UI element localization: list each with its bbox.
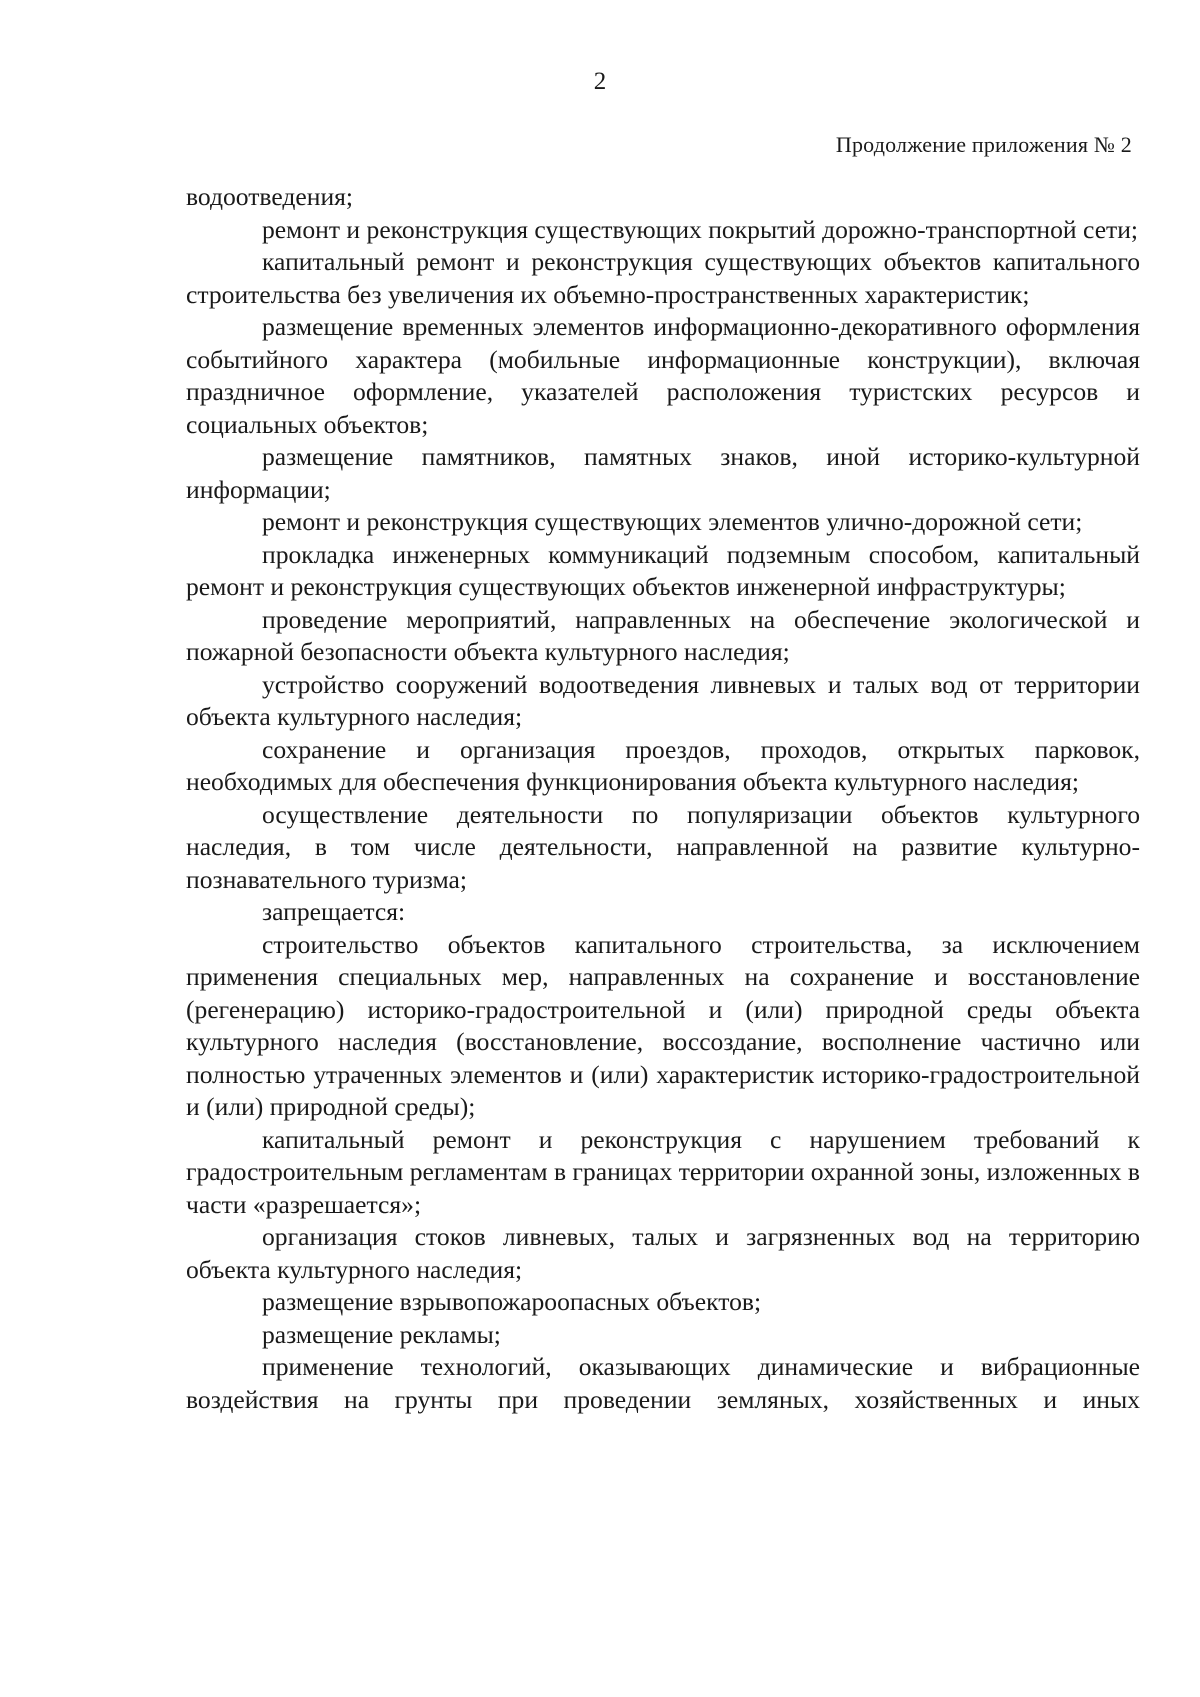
paragraph: осуществление деятельности по популяризации объектов культурного наследия, в том числе деятельности, направленной на развитие культурно-познавательного туризма;	[186, 799, 1140, 894]
appendix-header: Продолжение приложения № 2	[835, 132, 1132, 157]
section-heading: запрещается:	[262, 897, 406, 926]
paragraph: капитальный ремонт и реконструкция существующих объектов капитального строительства без увеличения их объемно-пространственных характеристик;	[186, 247, 1140, 309]
paragraph: организация стоков ливневых, талых и загрязненных вод на территорию объекта культурного наследия;	[186, 1222, 1140, 1284]
paragraph: ремонт и реконструкция существующих элементов улично-дорожной сети;	[262, 507, 1083, 536]
paragraph: размещение взрывопожароопасных объектов;	[262, 1287, 762, 1316]
paragraph: сохранение и организация проездов, проходов, открытых парковок, необходимых для обеспечения функционирования объекта культурного наследия;	[186, 734, 1140, 796]
paragraph: применение технологий, оказывающих динамические и вибрационные воздействия на грунты при проведении земляных, хозяйственных и иных	[186, 1352, 1140, 1414]
paragraph: устройство сооружений водоотведения ливневых и талых вод от территории объекта культурного наследия;	[186, 669, 1140, 731]
paragraph: ремонт и реконструкция существующих покрытий дорожно-транспортной сети;	[262, 214, 1139, 244]
paragraph: строительство объектов капитального строительства, за исключением применения специальных мер, направленных на сохранение и восстановление (регенерацию) историко-градостроительной и (или) природной среды объекта культурного наследия (восстановление, воссоздание, восполнение частично или полностью утраченных элементов и (или) характеристик историко-градостроительной и (или) природной среды);	[186, 929, 1140, 1121]
paragraph: прокладка инженерных коммуникаций подземным способом, капитальный ремонт и реконструкция существующих объектов инженерной инфраструктуры;	[186, 539, 1140, 601]
paragraph: водоотведения;	[186, 182, 354, 211]
document-body	[186, 181, 1140, 1416]
page-number: 2	[593, 68, 607, 95]
paragraph: проведение мероприятий, направленных на обеспечение экологической и пожарной безопасности объекта культурного наследия;	[186, 604, 1140, 666]
paragraph: капитальный ремонт и реконструкция с нарушением требований к градостроительным регламентам в границах территории охранной зоны, изложенных в части «разрешается»;	[186, 1124, 1140, 1219]
paragraph: размещение временных элементов информационно-декоративного оформления событийного характера (мобильные информационные конструкции), включая праздничное оформление, указателей расположения туристских ресурсов и социальных объектов;	[186, 312, 1140, 439]
paragraph: размещение рекламы;	[262, 1319, 501, 1349]
paragraph: размещение памятников, памятных знаков, иной историко-культурной информации;	[186, 442, 1140, 504]
